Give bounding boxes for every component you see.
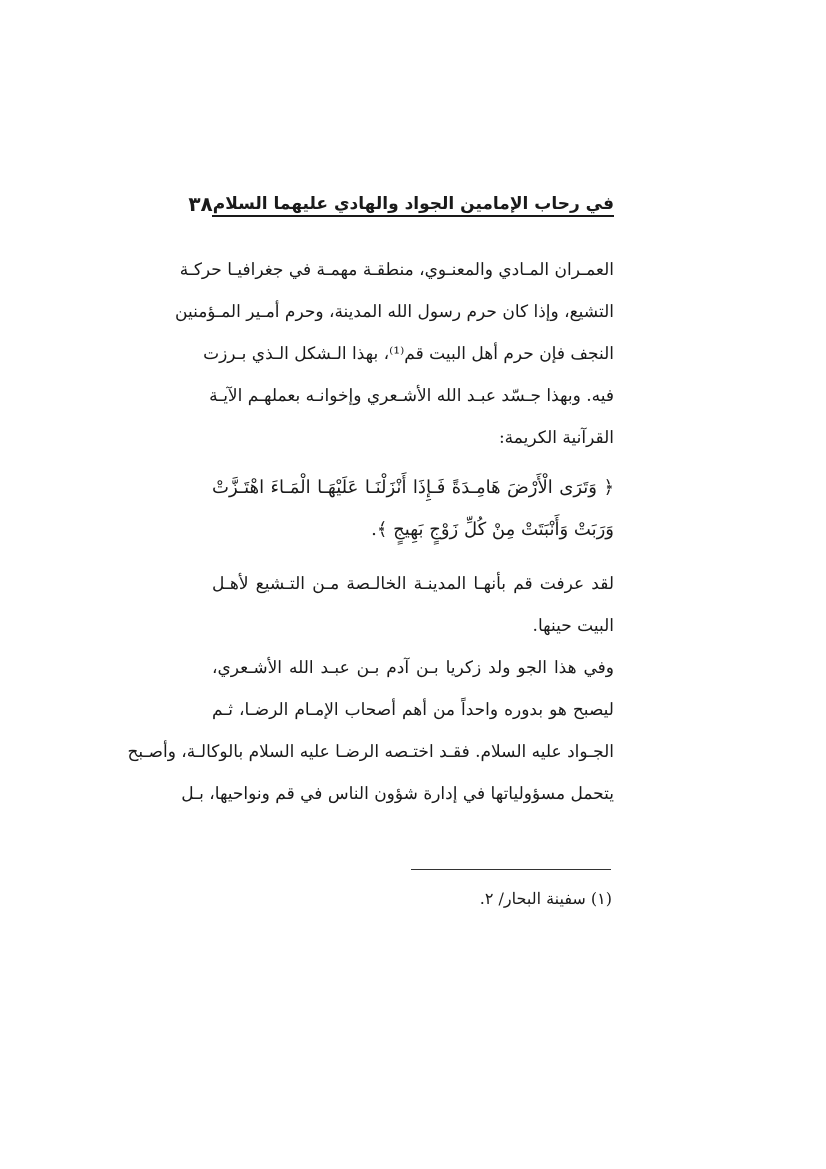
- page-header: [188, 186, 614, 216]
- text-line: النجف فإن حرم أهل البيت قم⁽¹⁾، بهذا الـشكل الـذي بـرزت: [203, 344, 614, 364]
- footnote: (١) سفينة البحار/ ٢.: [479, 889, 612, 908]
- verse-line: وَرَبَتْ وَأَنْبَتَتْ مِنْ كُلِّ زَوْجٍ بَهِيجٍ ﴾.: [371, 519, 614, 540]
- text-line: البيت حينها.: [532, 616, 614, 636]
- header-rule: [212, 215, 614, 217]
- text-line: التشيع، وإذا كان حرم رسول الله المدينة، وحرم أمـير المـؤمنين: [175, 302, 614, 322]
- verse-line: ﴿ وَتَرَى الْأَرْضَ هَامِـدَةً فَـإِذَا أَنْزَلْنَـا عَلَيْهَـا الْمَـاءَ اهْتَـزَّتْ: [212, 477, 614, 498]
- paragraph-2: [212, 564, 614, 654]
- text-line: العمـران المـادي والمعنـوي، منطقـة مهمـة في جغرافيـا حركـة: [179, 260, 614, 280]
- quran-verse: [212, 468, 614, 558]
- text-line: وفي هذا الجو ولد زكريا بـن آدم بـن عبـد الله الأشـعري،: [212, 658, 614, 678]
- text-line: يتحمل مسؤولياتها في إدارة شؤون الناس في قم ونواحيها، بـل: [181, 784, 614, 804]
- text-line: لقد عرفت قم بأنهـا المدينـة الخالـصة مـن التـشيع لأهـل: [212, 574, 614, 594]
- paragraph-1: [175, 250, 614, 450]
- running-title: في رحاب الإمامين الجواد والهادي عليهما السلام: [212, 194, 614, 214]
- text-line: ليصبح هو بدوره واحداً من أهم أصحاب الإمـام الرضـا، ثـم: [212, 700, 614, 720]
- text-line: الجـواد عليه السلام. فقـد اختـصه الرضـا عليه السلام بالوكالـة، وأصـبح: [127, 742, 614, 762]
- footnote-separator: [411, 869, 611, 870]
- text-line: القرآنية الكريمة:: [498, 428, 614, 448]
- paragraph-3: [127, 648, 614, 828]
- page-number: ٣٨: [188, 192, 213, 216]
- text-line: فيه. وبهذا جـسّد عبـد الله الأشـعري وإخوانـه بعملهـم الآيـة: [209, 386, 614, 406]
